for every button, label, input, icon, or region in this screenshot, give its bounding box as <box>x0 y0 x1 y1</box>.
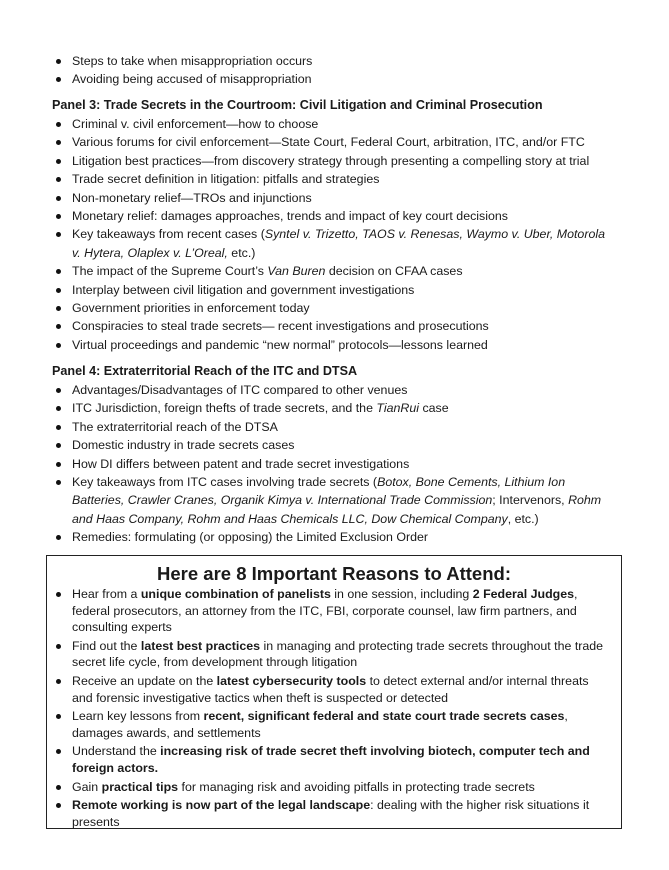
panel-3-heading: Panel 3: Trade Secrets in the Courtroom: Civil Litigation and Criminal Prosecution <box>52 98 543 112</box>
reason-item <box>52 797 612 830</box>
list-item: Non-monetary relief—TROs and injunctions <box>52 189 612 207</box>
text: in managing and protecting trade secrets throughout the trade secret life cycle, from development through litigation <box>72 638 604 670</box>
text: Learn key lessons from <box>72 709 204 724</box>
text: in one session, including <box>330 587 473 601</box>
bold-text: recent, significant federal and state court trade secrets cases <box>203 709 565 724</box>
case-names: Rohm and Haas Company, Rohm and Haas Chemicals LLC, Dow Chemical Company <box>72 493 602 526</box>
panel-4-heading: Panel 4: Extraterritorial Reach of the ITC and DTSA <box>52 364 358 378</box>
case-names: Botox, Bone Cements, Lithium Ion Batteries, Crawler Cranes, Organik Kimya v. International Trade Commission <box>72 475 566 508</box>
text: etc.) <box>227 245 256 260</box>
list-item: Advantages/Disadvantages of ITC compared to other venues <box>52 381 612 399</box>
text: Understand the <box>72 744 161 759</box>
list-item-cases <box>52 225 612 262</box>
list-item-itc-cases <box>52 473 612 528</box>
reason-item <box>52 586 612 636</box>
bold-text: practical tips <box>101 779 179 794</box>
panel-3-list <box>52 115 612 354</box>
text: for managing risk and avoiding pitfalls in protecting trade secrets <box>178 779 535 794</box>
case-name: TianRui <box>376 401 419 416</box>
list-item: Litigation best practices—from discovery strategy through presenting a compelling story at trial <box>52 152 612 170</box>
list-item: Steps to take when misappropriation occurs <box>52 52 612 70</box>
text: decision on CFAA cases <box>325 264 463 279</box>
bold-text: latest best practices <box>140 638 261 653</box>
list-item: Various forums for civil enforcement—State Court, Federal Court, arbitration, ITC, and/or FTC <box>52 133 612 151</box>
reason-item <box>52 673 612 706</box>
bold-text: unique combination of panelists <box>140 587 331 601</box>
text: , damages awards, and settlements <box>72 709 568 740</box>
top-bullet-list <box>52 52 612 89</box>
bold-text: Remote working is now part of the legal landscape <box>72 798 371 813</box>
bold-text: 2 Federal Judges <box>472 587 574 601</box>
reason-item <box>52 779 612 796</box>
text: Key takeaways from ITC cases involving trade secrets ( <box>72 475 378 490</box>
panel-4-list <box>52 381 612 547</box>
reason-item <box>52 708 612 741</box>
text: Gain <box>72 779 102 794</box>
text: , federal prosecutors, an attorney from the ITC, FBI, corporate counsel, law firm partners, and consulting experts <box>72 587 578 635</box>
list-item: Monetary relief: damages approaches, trends and impact of key court decisions <box>52 207 612 225</box>
list-item: Interplay between civil litigation and government investigations <box>52 281 612 299</box>
text: : dealing with the higher risk situations it presents <box>72 798 590 829</box>
list-item: How DI differs between patent and trade secret investigations <box>52 455 612 473</box>
text: case <box>419 401 449 416</box>
case-names: Syntel v. Trizetto, TAOS v. Renesas, Waymo v. Uber, Motorola v. Hytera, Olaplex v. L’Oreal, <box>72 227 605 260</box>
list-item-van-buren <box>52 262 612 280</box>
reason-item <box>52 638 612 671</box>
list-item: Trade secret definition in litigation: pitfalls and strategies <box>52 170 612 188</box>
reason-item <box>52 743 612 776</box>
list-item: Domestic industry in trade secrets cases <box>52 436 612 454</box>
text: ITC Jurisdiction, foreign thefts of trade secrets, and the <box>72 401 377 416</box>
reasons-title: Here are 8 Important Reasons to Attend: <box>157 563 511 584</box>
list-item: Remedies: formulating (or opposing) the Limited Exclusion Order <box>52 528 612 546</box>
reasons-box <box>46 555 622 829</box>
text: to detect external and/or internal threats and forensic investigative tactics when theft is suspected or detected <box>72 673 589 705</box>
text: Key takeaways from recent cases ( <box>72 227 265 242</box>
text: Find out the <box>72 638 141 653</box>
text: The impact of the Supreme Court’s <box>72 264 268 279</box>
reasons-list <box>52 586 612 832</box>
text: Hear from a <box>72 587 141 601</box>
text: , etc.) <box>507 511 539 526</box>
text: ; Intervenors, <box>492 493 569 508</box>
bold-text: increasing risk of trade secret theft involving biotech, computer tech and foreign actors. <box>72 744 590 775</box>
list-item: Criminal v. civil enforcement—how to choose <box>52 115 612 133</box>
list-item: Government priorities in enforcement today <box>52 299 612 317</box>
list-item: Avoiding being accused of misappropriation <box>52 70 612 88</box>
text: Receive an update on the <box>72 673 217 688</box>
case-name: Van Buren <box>267 264 326 279</box>
list-item-tianrui <box>52 399 612 417</box>
list-item: Conspiracies to steal trade secrets— recent investigations and prosecutions <box>52 317 612 335</box>
list-item: The extraterritorial reach of the DTSA <box>52 418 612 436</box>
bold-text: latest cybersecurity tools <box>216 673 367 688</box>
list-item: Virtual proceedings and pandemic “new normal” protocols—lessons learned <box>52 336 612 354</box>
